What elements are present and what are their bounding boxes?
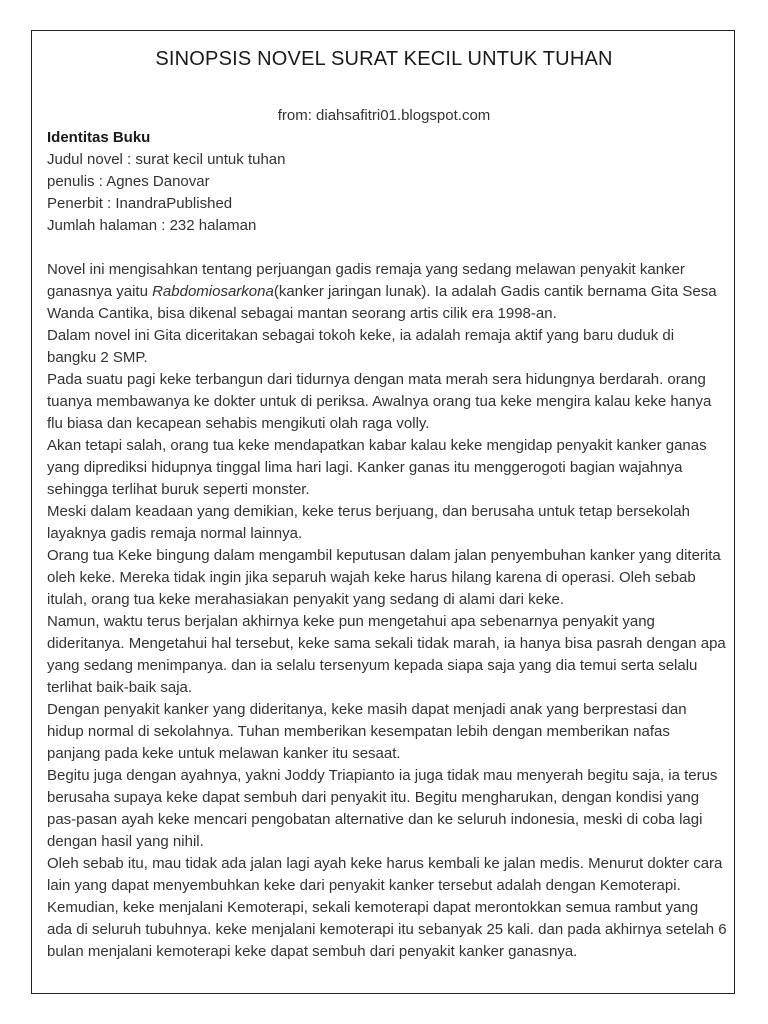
synopsis-paragraph: Meski dalam keadaan yang demikian, keke terus berjuang, dan berusaha untuk tetap bersekolah layaknya gadis remaja normal lainnya.: [47, 503, 690, 542]
disease-name-italic: Rabdomiosarkona: [152, 283, 274, 300]
section-spacer: [47, 237, 727, 259]
intro-text-end: (kanker jaringan lunak). Ia adalah Gadis cantik bernama Gita Sesa Wanda Cantika, bisa dikenal sebagai mantan seorang artis cilik era 1998-an.: [47, 283, 717, 322]
synopsis-paragraph: Begitu juga dengan ayahnya, yakni Joddy Triapianto ia juga tidak mau menyerah begitu saja, ia terus berusaha supaya keke dapat sembuh dari penyakit itu. Begitu mengharukan, dengan kondisi yang pas-pasan ayah keke mencari pengobatan alternative dan ke seluruh indonesia, meski di coba lagi dengan hasil yang nihil.: [47, 767, 718, 850]
synopsis-paragraph: Kemudian, keke menjalani Kemoterapi, sekali kemoterapi dapat merontokkan semua rambut yang ada di seluruh tubuhnya. keke menjalani kemoterapi itu sebanyak 25 kali. dan pada akhirnya setelah 6 bulan menjalani kemoterapi keke dapat sembuh dari penyakit kanker ganasnya.: [47, 899, 727, 960]
synopsis-paragraph: Pada suatu pagi keke terbangun dari tidurnya dengan mata merah sera hidungnya berdarah. orang tuanya membawanya ke dokter untuk di periksa. Awalnya orang tua keke mengira kalau keke hanya flu biasa dan kecapean sehabis mengikuti olah raga volly.: [47, 371, 712, 432]
identity-pages-line: Jumlah halaman : 232 halaman: [47, 217, 257, 234]
document-title: SINOPSIS NOVEL SURAT KECIL UNTUK TUHAN: [155, 48, 613, 70]
synopsis-paragraph: Dalam novel ini Gita diceritakan sebagai tokoh keke, ia adalah remaja aktif yang baru duduk di bangku 2 SMP.: [47, 327, 675, 366]
synopsis-paragraph: Orang tua Keke bingung dalam mengambil keputusan dalam jalan penyembuhan kanker yang diterita oleh keke. Mereka tidak ingin jika separuh wajah keke harus hilang karena di operasi. Oleh sebab itulah, orang tua keke merahasiakan penyakit yang sedang di alami dari keke.: [47, 547, 721, 608]
document-body: [47, 127, 727, 963]
identity-author-line: penulis : Agnes Danovar: [47, 173, 210, 190]
identity-heading: Identitas Buku: [47, 129, 151, 146]
synopsis-paragraph: Akan tetapi salah, orang tua keke mendapatkan kabar kalau keke mengidap penyakit kanker ganas yang diprediksi hidupnya tinggal lima hari lagi. Kanker ganas itu menggerogoti bagian wajahnya sehingga terlihat buruk seperti monster.: [47, 437, 707, 498]
identity-publisher-line: Penerbit : InandraPublished: [47, 195, 233, 212]
synopsis-paragraph: Namun, waktu terus berjalan akhirnya keke pun mengetahui apa sebenarnya penyakit yang dideritanya. Mengetahui hal tersebut, keke sama sekali tidak marah, ia hanya bisa pasrah dengan apa yang sedang menimpanya. dan ia selalu tersenyum kepada siapa saja yang dia temui serta selalu terlihat baik-baik saja.: [47, 613, 726, 696]
document-source: from: diahsafitri01.blogspot.com: [277, 107, 491, 124]
identity-title-line: Judul novel : surat kecil untuk tuhan: [47, 151, 286, 168]
synopsis-paragraph: Oleh sebab itu, mau tidak ada jalan lagi ayah keke harus kembali ke jalan medis. Menurut dokter cara lain yang dapat menyembuhkan keke dari penyakit kanker tersebut adalah dengan Kemoterapi.: [47, 855, 723, 894]
intro-text-start: Novel ini mengisahkan tentang perjuangan gadis remaja yang sedang melawan penyakit kanker ganasnya yaitu: [47, 261, 685, 300]
synopsis-intro-paragraph: [47, 259, 727, 325]
synopsis-paragraph: Dengan penyakit kanker yang dideritanya, keke masih dapat menjadi anak yang berprestasi dan hidup normal di sekolahnya. Tuhan memberikan kesempatan lebih dengan memberikan nafas panjang pada keke untuk melawan kanker itu sesaat.: [47, 701, 687, 762]
